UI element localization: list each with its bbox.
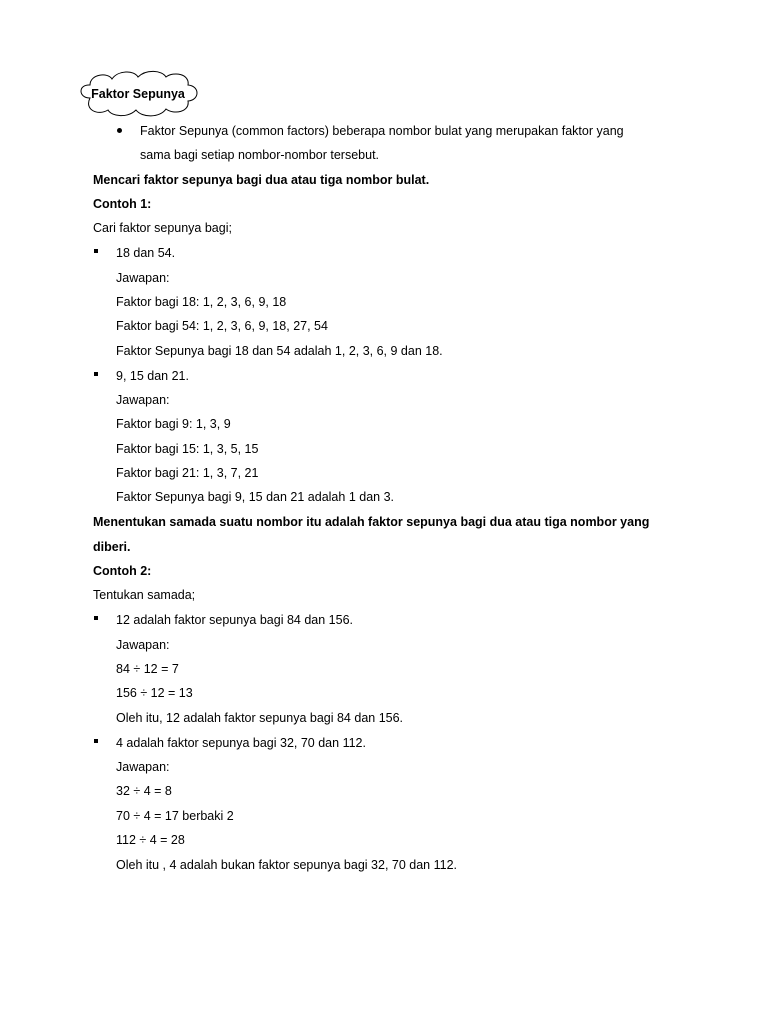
section-1-title: Mencari faktor sepunya bagi dua atau tiga nombor bulat. <box>93 173 430 187</box>
answer-line: Oleh itu, 12 adalah faktor sepunya bagi 84 dan 156. <box>116 711 404 725</box>
answer-line: 156 ÷ 12 = 13 <box>116 686 193 700</box>
question-1a: 18 dan 54. <box>116 246 176 260</box>
answer-label: Jawapan: <box>116 638 170 652</box>
example-1-label: Contoh 1: <box>93 197 152 211</box>
example-2-instruction: Tentukan samada; <box>93 588 196 602</box>
answer-line: Oleh itu , 4 adalah bukan faktor sepunya bagi 32, 70 dan 112. <box>116 858 457 872</box>
bullet-icon <box>117 128 122 133</box>
answer-line: Faktor bagi 21: 1, 3, 7, 21 <box>116 466 259 480</box>
heading-cloud <box>76 68 200 120</box>
question-2b: 4 adalah faktor sepunya bagi 32, 70 dan 112. <box>116 736 366 750</box>
definition-line-2: sama bagi setiap nombor-nombor tersebut. <box>140 148 380 162</box>
answer-label: Jawapan: <box>116 393 170 407</box>
square-bullet-icon <box>94 372 98 376</box>
answer-label: Jawapan: <box>116 760 170 774</box>
answer-line: 84 ÷ 12 = 7 <box>116 662 179 676</box>
answer-label: Jawapan: <box>116 271 170 285</box>
section-2-title-line-1: Menentukan samada suatu nombor itu adalah faktor sepunya bagi dua atau tiga nombor yang <box>93 515 650 529</box>
answer-line: 112 ÷ 4 = 28 <box>116 833 185 847</box>
example-2-label: Contoh 2: <box>93 564 152 578</box>
example-1-instruction: Cari faktor sepunya bagi; <box>93 221 232 235</box>
question-2a: 12 adalah faktor sepunya bagi 84 dan 156. <box>116 613 353 627</box>
question-1b: 9, 15 dan 21. <box>116 369 189 383</box>
square-bullet-icon <box>94 616 98 620</box>
answer-line: Faktor bagi 54: 1, 2, 3, 6, 9, 18, 27, 54 <box>116 319 328 333</box>
square-bullet-icon <box>94 249 98 253</box>
answer-line: 32 ÷ 4 = 8 <box>116 784 172 798</box>
section-2-title-line-2: diberi. <box>93 540 131 554</box>
answer-line: Faktor bagi 15: 1, 3, 5, 15 <box>116 442 259 456</box>
definition-line-1: Faktor Sepunya (common factors) beberapa nombor bulat yang merupakan faktor yang <box>140 124 624 138</box>
page-title: Faktor Sepunya <box>91 87 185 101</box>
answer-line: Faktor Sepunya bagi 9, 15 dan 21 adalah 1 dan 3. <box>116 490 394 504</box>
answer-line: Faktor bagi 9: 1, 3, 9 <box>116 417 231 431</box>
square-bullet-icon <box>94 739 98 743</box>
answer-line: Faktor Sepunya bagi 18 dan 54 adalah 1, 2, 3, 6, 9 dan 18. <box>116 344 443 358</box>
answer-line: 70 ÷ 4 = 17 berbaki 2 <box>116 809 234 823</box>
answer-line: Faktor bagi 18: 1, 2, 3, 6, 9, 18 <box>116 295 287 309</box>
